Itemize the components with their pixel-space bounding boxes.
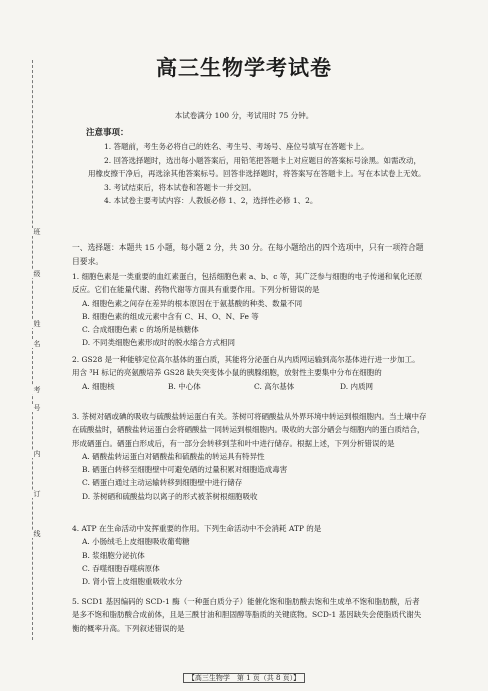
question-stem: 4. ATP 在生命活动中发挥重要的作用。下列生命活动中不会消耗 ATP 的是: [72, 524, 322, 533]
binding-label: 号: [31, 404, 43, 412]
option-b: B. 细胞色素的组成元素中含有 C、H、O、N、Fe 等: [82, 311, 259, 321]
option-a: A. 小肠绒毛上皮细胞吸收葡萄糖: [82, 537, 190, 547]
page-footer: [0, 673, 488, 683]
option-b: B. 硒蛋白转移至细胞壁中可避免硒的过量积累对细胞造成毒害: [82, 465, 288, 475]
question-stem: 3. 茶树对硒或碘的吸收与硫酸盐转运蛋白有关。茶树可将硒酸盐从外界环境中转运到根细胞内。当土壤中存在硫酸盐时，硒酸盐转运蛋白会将硒酸盐一同转运到根细胞内。吸收的大部分硒会与细胞内的蛋白质结合，形成硒蛋白。硒蛋白形成后，有一部分会转移到茎和叶中进行储存。根据上述，下列分析错误的是: [72, 412, 427, 448]
notice-item: 1. 答题前，考生务必将自己的姓名、考生号、考场号、座位号填写在答题卡上。: [104, 142, 369, 151]
section-heading-text: 一、选择题：本题共 15 小题，每小题 2 分，共 30 分。在每小题给出的四个选项中，只有一项符合题目要求。: [72, 243, 424, 266]
binding-label: 姓: [31, 320, 43, 328]
option-c: C. 硒蛋白通过主动运输转移到细胞壁中进行储存: [82, 478, 243, 488]
binding-margin: [0, 0, 42, 691]
page-title: 高三生物学考试卷: [156, 56, 332, 80]
binding-label: 班: [31, 228, 43, 236]
binding-cut-line: [32, 60, 33, 640]
notice-item: 2. 回答选择题时，选出每小题答案后，用铅笔把答题卡上对应题目的答案标号涂黑。如需改动，用橡皮擦干净后，再选涂其他答案标号。回答非选择题时，将答案写在答题卡上。写在本试卷上无效。: [88, 155, 426, 178]
option-a: A. 细胞核: [82, 381, 115, 391]
notice-heading: 注意事项：: [86, 128, 129, 138]
binding-label: 线: [31, 530, 43, 538]
option-b: B. 浆细胞分泌抗体: [82, 550, 145, 560]
binding-label: 内: [31, 450, 43, 458]
question-5: [72, 595, 427, 635]
question-stem: 5. SCD1 基因编码的 SCD-1 酶（一种蛋白质分子）能催化饱和脂肪酸去饱和生成单不饱和脂肪酸，后者是多不饱和脂肪酸合成前体，且是三酰甘油和胆固醇等脂质的关键底物。SCD-1 基因缺失会使脂质代谢失衡的概率升高。下列叙述错误的是: [72, 597, 422, 633]
question-3: [72, 410, 427, 503]
option-c: C. 吞噬细胞吞噬病原体: [82, 563, 160, 573]
binding-label: 考: [31, 386, 43, 394]
option-a: A. 硒酸盐转运蛋白对硒酸盐和硫酸盐的转运具有特异性: [82, 451, 265, 461]
question-4: [72, 522, 427, 588]
option-a: A. 细胞色素之间存在差异的根本原因在于氨基酸的种类、数量不同: [82, 298, 303, 308]
binding-label: 级: [31, 270, 43, 278]
options-row: [72, 380, 427, 393]
notice-item: 3. 考试结束后，将本试卷和答题卡一并交回。: [104, 182, 257, 192]
question-stem: 1. 细胞色素是一类重要的血红素蛋白，包括细胞色素 a、b、c 等，其广泛参与细胞的电子传递和氧化还原反应。它们在能量代谢、药物代谢等方面具有重要作用。下列分析错误的是: [72, 272, 423, 295]
notice-item: 4. 本试卷主要考试内容：人教版必修 1、2，选择性必修 1、2。: [104, 196, 318, 205]
option-d: D. 肾小管上皮细胞重吸收水分: [82, 577, 183, 587]
option-d: D. 内质网: [340, 381, 374, 391]
section-heading: [72, 241, 427, 268]
question-2: [72, 353, 427, 393]
question-stem: 2. GS28 是一种能够定位高尔基体的蛋白质，其能将分泌蛋白从内质网运输到高尔基体进行进一步加工。用含 ³H 标记的亮氨酸培养 GS28 缺失突变体小鼠的胰腺细胞，放射性主要集中分布在细胞的: [72, 355, 420, 378]
binding-label: 名: [31, 340, 43, 348]
notice-list: [88, 140, 428, 208]
exam-info: 本试卷满分 100 分，考试用时 75 分钟。: [174, 111, 314, 120]
option-d: D. 不同类细胞色素形成时的脱水缩合方式相同: [82, 338, 236, 348]
binding-label: 订: [31, 490, 43, 498]
option-c: C. 合成细胞色素 c 的场所是核糖体: [82, 325, 199, 335]
footer-label: 【高三生物学 第 1 页（共 8 页）】: [183, 673, 305, 683]
option-c: C. 高尔基体: [254, 381, 295, 391]
question-1: [72, 270, 427, 350]
option-b: B. 中心体: [168, 381, 201, 391]
option-d: D. 茶树硒和硫酸盐均以离子的形式被茶树根细胞吸收: [82, 491, 258, 501]
